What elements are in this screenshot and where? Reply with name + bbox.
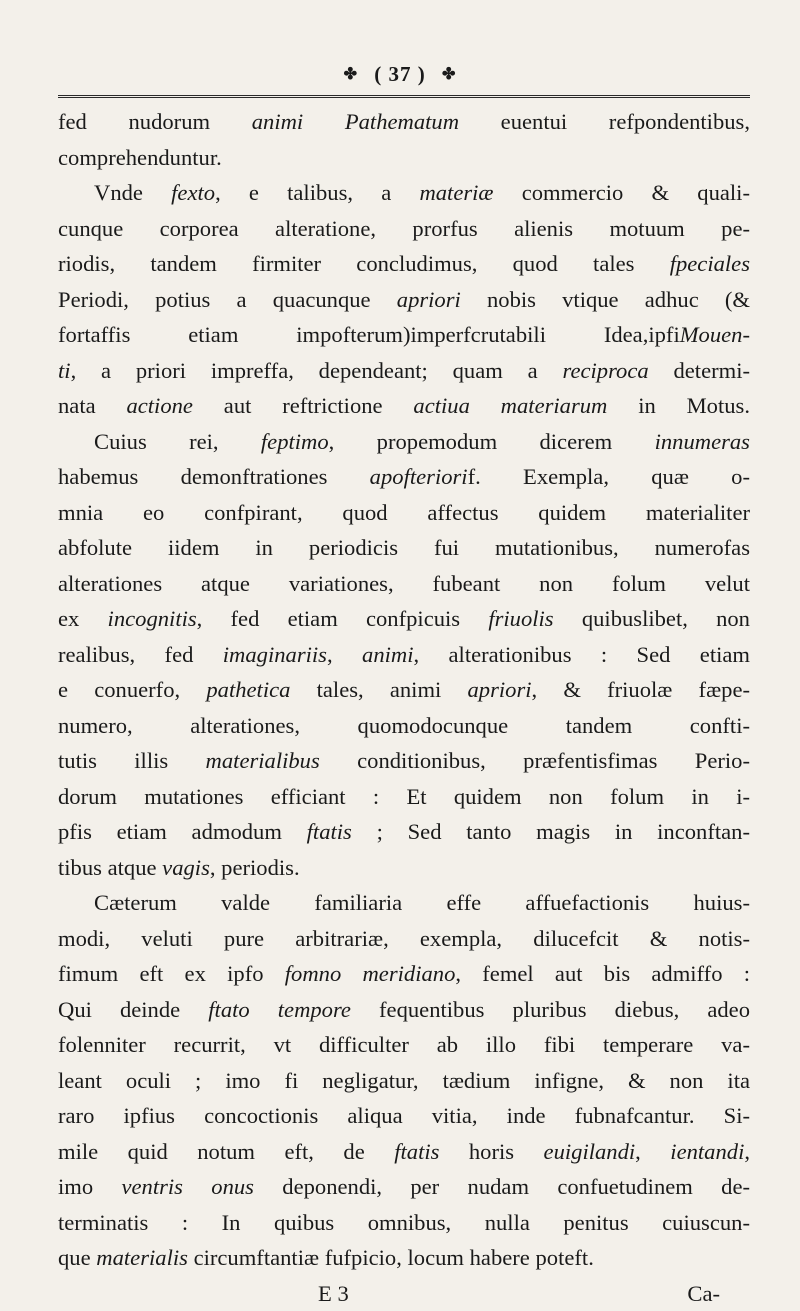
italic-text: ftatis: [394, 1139, 439, 1164]
text-run: f. Exempla, quæ o-: [468, 464, 750, 489]
text-run: que: [58, 1245, 96, 1270]
text-line: [58, 140, 750, 176]
text-run: conditionibus, præfentisfimas Perio-: [320, 748, 750, 773]
text-line: [58, 1240, 750, 1276]
italic-text: materiæ: [419, 180, 493, 205]
text-line: [58, 956, 750, 992]
catchword: Ca-: [687, 1276, 720, 1311]
page-header: [0, 62, 800, 87]
text-run: alterationes atque variationes, fubeant non folum velut: [58, 571, 750, 596]
text-run: nobis vtique adhuc (&: [461, 287, 750, 312]
text-line: [58, 388, 750, 424]
italic-text: apofteriori: [370, 464, 468, 489]
text-run: Cæterum valde familiaria effe affuefactionis huius-: [94, 890, 750, 915]
ornament-left-icon: ✤: [344, 64, 358, 84]
italic-text: ftato tempore: [208, 997, 351, 1022]
text-line: [58, 814, 750, 850]
italic-text: fpeciales: [670, 251, 750, 276]
italic-text: innumeras: [655, 429, 750, 454]
text-run: fimum eft ex ipfo: [58, 961, 285, 986]
text-line: [58, 282, 750, 318]
text-run: commercio & quali-: [494, 180, 750, 205]
text-run: numero, alterationes, quomodocunque tandem confti-: [58, 713, 750, 738]
footer-line: [58, 1276, 750, 1311]
text-line: [58, 850, 750, 886]
text-run: Periodi, potius a quacunque: [58, 287, 397, 312]
text-line: [58, 779, 750, 815]
text-run: , e talibus, a: [215, 180, 419, 205]
text-run: ex: [58, 606, 108, 631]
text-run: in Motus.: [607, 393, 750, 418]
text-run: comprehenduntur.: [58, 145, 222, 170]
text-run: tutis illis: [58, 748, 206, 773]
italic-text: reciproca: [562, 358, 648, 383]
text-run: fequentibus pluribus diebus, adeo: [351, 997, 750, 1022]
italic-text: animi: [362, 642, 413, 667]
italic-text: apriori: [397, 287, 461, 312]
text-run: , fed etiam confpicuis: [197, 606, 489, 631]
body-text: [58, 104, 750, 1311]
text-line: [58, 921, 750, 957]
italic-text: euigilandi: [544, 1139, 636, 1164]
text-run: , femel aut bis admiffo :: [455, 961, 750, 986]
text-run: ; Sed tanto magis in inconftan-: [352, 819, 750, 844]
text-line: [58, 1063, 750, 1099]
text-line: [58, 637, 750, 673]
text-run: abfolute iidem in periodicis fui mutationibus, numerofas: [58, 535, 750, 560]
text-run: cunque corporea alteratione, prorfus alienis motuum pe-: [58, 216, 750, 241]
text-run: pfis etiam admodum: [58, 819, 307, 844]
text-line: [58, 353, 750, 389]
text-line: [58, 885, 750, 921]
text-run: mile quid notum eft, de: [58, 1139, 394, 1164]
text-run: Vnde: [94, 180, 171, 205]
text-run: folenniter recurrit, vt difficulter ab illo fibi temperare va-: [58, 1032, 750, 1057]
header-rule: [58, 95, 750, 98]
text-run: raro ipfius concoctionis aliqua vitia, inde fubnafcantur. Si-: [58, 1103, 750, 1128]
signature-mark: E 3: [318, 1276, 349, 1311]
text-line: [58, 175, 750, 211]
italic-text: friuolis: [488, 606, 553, 631]
text-line: [58, 708, 750, 744]
text-run: ,: [635, 1139, 670, 1164]
italic-text: Mouen-: [680, 322, 750, 347]
text-line: [58, 1134, 750, 1170]
text-run: riodis, tandem firmiter concludimus, quod tales: [58, 251, 670, 276]
italic-text: ventris onus: [121, 1174, 254, 1199]
text-run: horis: [439, 1139, 543, 1164]
italic-text: materialibus: [206, 748, 320, 773]
text-line: [58, 601, 750, 637]
text-run: Qui deinde: [58, 997, 208, 1022]
italic-text: ti: [58, 358, 71, 383]
text-run: quibuslibet, non: [554, 606, 750, 631]
text-line: [58, 1098, 750, 1134]
text-run: ,: [744, 1139, 750, 1164]
italic-text: actiua materiarum: [413, 393, 607, 418]
italic-text: vagis: [162, 855, 210, 880]
italic-text: materialis: [96, 1245, 188, 1270]
text-run: leant oculi ; imo fi negligatur, tædium infigne, & non ita: [58, 1068, 750, 1093]
italic-text: fexto: [171, 180, 215, 205]
text-run: , a priori impreffa, dependeant; quam a: [71, 358, 563, 383]
italic-text: ientandi: [670, 1139, 744, 1164]
text-line: [58, 459, 750, 495]
italic-text: animi Pathematum: [252, 109, 459, 134]
ornament-right-icon: ✤: [442, 64, 456, 84]
text-run: , periodis.: [210, 855, 300, 880]
italic-text: feptimo: [261, 429, 329, 454]
text-run: determi-: [649, 358, 750, 383]
text-line: [58, 530, 750, 566]
text-line: [58, 246, 750, 282]
text-line: [58, 211, 750, 247]
italic-text: apriori: [467, 677, 531, 702]
text-run: fed nudorum: [58, 109, 252, 134]
italic-text: fomno meridiano: [285, 961, 456, 986]
page-number: ( 37 ): [374, 62, 426, 86]
text-line: [58, 743, 750, 779]
text-line: [58, 1027, 750, 1063]
text-run: terminatis : In quibus omnibus, nulla penitus cuiuscun-: [58, 1210, 750, 1235]
text-run: circumftantiæ fufpicio, locum habere poteft.: [188, 1245, 594, 1270]
text-run: realibus, fed: [58, 642, 223, 667]
italic-text: actione: [126, 393, 193, 418]
text-run: imo: [58, 1174, 121, 1199]
text-run: , propemodum dicerem: [329, 429, 655, 454]
italic-text: imaginariis: [223, 642, 327, 667]
italic-text: incognitis: [108, 606, 197, 631]
italic-text: ftatis: [307, 819, 352, 844]
text-run: fortaffis etiam impofterum)imperfcrutabili Idea,ipfi: [58, 322, 680, 347]
text-run: , alterationibus : Sed etiam: [413, 642, 750, 667]
text-run: nata: [58, 393, 126, 418]
text-run: ,: [327, 642, 362, 667]
text-run: aut reftrictione: [193, 393, 413, 418]
text-run: , & friuolæ fæpe-: [532, 677, 750, 702]
text-run: dorum mutationes efficiant : Et quidem non folum in i-: [58, 784, 750, 809]
text-run: deponendi, per nudam confuetudinem de-: [254, 1174, 750, 1199]
text-run: e conuerfo,: [58, 677, 206, 702]
text-line: [58, 104, 750, 140]
text-run: Cuius rei,: [94, 429, 261, 454]
text-run: tibus atque: [58, 855, 162, 880]
text-line: [58, 424, 750, 460]
text-run: mnia eo confpirant, quod affectus quidem materialiter: [58, 500, 750, 525]
text-line: [58, 992, 750, 1028]
text-run: modi, veluti pure arbitrariæ, exempla, dilucefcit & notis-: [58, 926, 750, 951]
text-line: [58, 672, 750, 708]
text-line: [58, 566, 750, 602]
text-line: [58, 495, 750, 531]
text-line: [58, 1169, 750, 1205]
text-run: habemus demonftrationes: [58, 464, 370, 489]
text-line: [58, 317, 750, 353]
italic-text: pathetica: [206, 677, 290, 702]
text-run: tales, animi: [290, 677, 467, 702]
text-run: euentui refpondentibus,: [459, 109, 750, 134]
text-line: [58, 1205, 750, 1241]
